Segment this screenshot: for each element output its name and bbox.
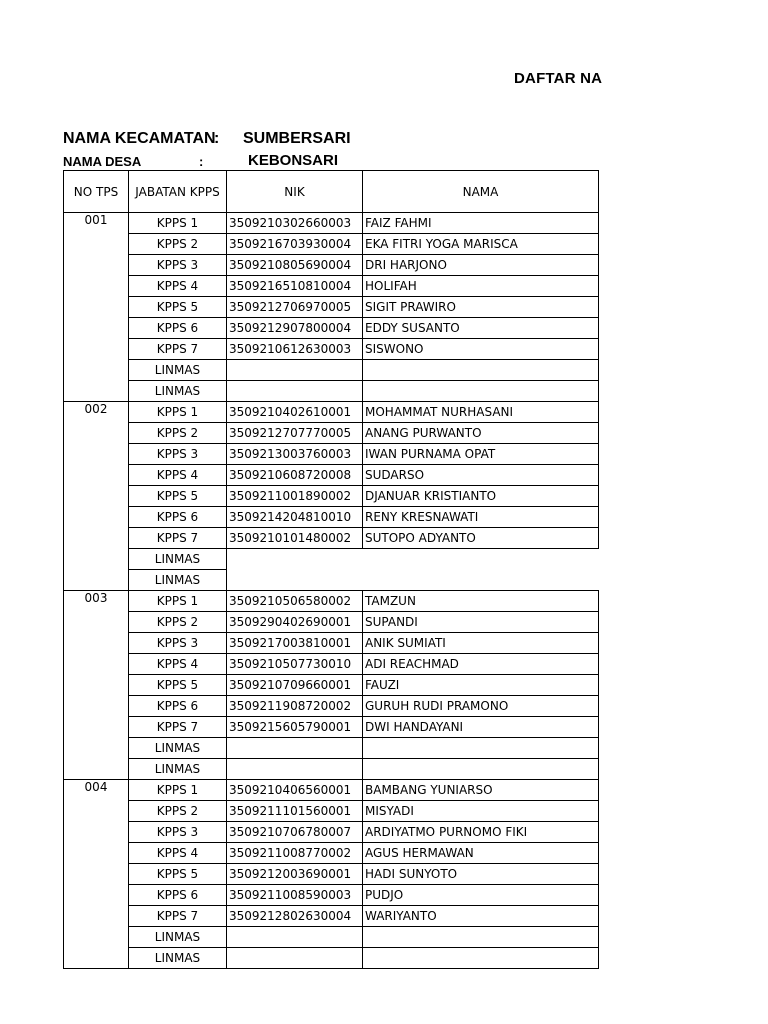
nama-cell: SISWONO [363,339,599,360]
tps-empty-cell [64,906,129,927]
nik-cell: 3509215605790001 [227,717,363,738]
nik-cell: 3509216510810004 [227,276,363,297]
nama-cell: EKA FITRI YOGA MARISCA [363,234,599,255]
table-row [64,381,599,402]
table-row [64,465,599,486]
jabatan-cell: KPPS 4 [129,465,227,486]
jabatan-cell: KPPS 2 [129,423,227,444]
tps-empty-cell [64,759,129,780]
nik-cell: 3509211008590003 [227,885,363,906]
table-row [64,402,599,423]
kecamatan-colon: : [214,130,220,147]
table-row [64,549,599,570]
tps-number-cell: 002 [64,402,129,423]
table-row [64,717,599,738]
jabatan-cell: KPPS 7 [129,528,227,549]
tps-empty-cell [64,549,129,570]
nama-cell: RENY KRESNAWATI [363,507,599,528]
nik-cell [227,948,363,969]
nik-cell [227,570,363,591]
table-row [64,696,599,717]
jabatan-cell: KPPS 3 [129,255,227,276]
table-row [64,276,599,297]
table-row [64,843,599,864]
table-row [64,801,599,822]
table-row [64,360,599,381]
nama-cell: TAMZUN [363,591,599,612]
table-row [64,234,599,255]
nama-cell: EDDY SUSANTO [363,318,599,339]
nik-cell [227,759,363,780]
table-row [64,654,599,675]
nik-cell [227,549,363,570]
table-row [64,570,599,591]
jabatan-cell: LINMAS [129,948,227,969]
kecamatan-label: NAMA KECAMATAN [63,130,216,147]
nik-cell [227,927,363,948]
table-row [64,591,599,612]
jabatan-cell: KPPS 7 [129,906,227,927]
jabatan-cell: KPPS 6 [129,885,227,906]
tps-empty-cell [64,297,129,318]
table-row [64,255,599,276]
nama-cell [363,948,599,969]
nik-cell: 3509210402610001 [227,402,363,423]
nik-cell [227,738,363,759]
table-row [64,213,599,234]
tps-empty-cell [64,948,129,969]
jabatan-cell: KPPS 5 [129,675,227,696]
table-row [64,906,599,927]
jabatan-cell: KPPS 5 [129,864,227,885]
table-body [64,213,599,969]
table-row [64,444,599,465]
column-header-nik: NIK [227,171,363,213]
tps-empty-cell [64,696,129,717]
nama-cell: MOHAMMAT NURHASANI [363,402,599,423]
nama-cell: ARDIYATMO PURNOMO FIKI [363,822,599,843]
nama-cell: ANIK SUMIATI [363,633,599,654]
jabatan-cell: KPPS 1 [129,591,227,612]
nik-cell: 3509217003810001 [227,633,363,654]
jabatan-cell: KPPS 2 [129,234,227,255]
tps-empty-cell [64,675,129,696]
nama-cell [363,570,599,591]
nama-cell: ANANG PURWANTO [363,423,599,444]
jabatan-cell: LINMAS [129,759,227,780]
table-row [64,780,599,801]
nik-cell: 3509210608720008 [227,465,363,486]
desa-label: NAMA DESA [63,154,142,169]
nama-cell: SUPANDI [363,612,599,633]
jabatan-cell: KPPS 4 [129,843,227,864]
tps-empty-cell [64,927,129,948]
kecamatan-value: SUMBERSARI [243,130,351,147]
jabatan-cell: KPPS 7 [129,339,227,360]
tps-empty-cell [64,318,129,339]
table-row [64,633,599,654]
nik-cell [227,381,363,402]
nik-cell: 3509211908720002 [227,696,363,717]
nama-cell: SUTOPO ADYANTO [363,528,599,549]
table-row [64,759,599,780]
nik-cell: 3509212802630004 [227,906,363,927]
jabatan-cell: KPPS 3 [129,633,227,654]
jabatan-cell: KPPS 5 [129,297,227,318]
tps-empty-cell [64,423,129,444]
jabatan-cell: KPPS 1 [129,780,227,801]
nama-cell [363,738,599,759]
table-row [64,864,599,885]
table-row [64,738,599,759]
document-title: DAFTAR NA [514,70,603,87]
jabatan-cell: KPPS 1 [129,213,227,234]
nik-cell: 3509212706970005 [227,297,363,318]
nik-cell: 3509214204810010 [227,507,363,528]
jabatan-cell: LINMAS [129,549,227,570]
nama-cell: FAIZ FAHMI [363,213,599,234]
nama-cell: HOLIFAH [363,276,599,297]
nik-cell: 3509210709660001 [227,675,363,696]
tps-empty-cell [64,885,129,906]
nama-cell: IWAN PURNAMA OPAT [363,444,599,465]
tps-empty-cell [64,507,129,528]
nik-cell: 3509212707770005 [227,423,363,444]
jabatan-cell: LINMAS [129,360,227,381]
table-row [64,885,599,906]
tps-empty-cell [64,528,129,549]
nama-cell: SIGIT PRAWIRO [363,297,599,318]
jabatan-cell: KPPS 1 [129,402,227,423]
jabatan-cell: KPPS 6 [129,507,227,528]
desa-value: KEBONSARI [248,152,339,169]
tps-empty-cell [64,339,129,360]
table-row [64,297,599,318]
table-row [64,528,599,549]
column-header-nama: NAMA [363,171,599,213]
nama-cell: PUDJO [363,885,599,906]
nik-cell: 3509210101480002 [227,528,363,549]
jabatan-cell: KPPS 5 [129,486,227,507]
table-row [64,822,599,843]
nama-cell [363,549,599,570]
tps-number-cell: 004 [64,780,129,801]
nama-cell [363,360,599,381]
tps-empty-cell [64,465,129,486]
tps-empty-cell [64,381,129,402]
nama-cell [363,759,599,780]
nik-cell [227,360,363,381]
nama-cell [363,381,599,402]
tps-empty-cell [64,276,129,297]
nama-cell: DRI HARJONO [363,255,599,276]
nik-cell: 3509210706780007 [227,822,363,843]
nik-cell: 3509210805690004 [227,255,363,276]
tps-number-cell: 001 [64,213,129,234]
tps-empty-cell [64,864,129,885]
nik-cell: 3509210507730010 [227,654,363,675]
tps-empty-cell [64,570,129,591]
column-header-jabatan: JABATAN KPPS [129,171,227,213]
nama-cell: DWI HANDAYANI [363,717,599,738]
nama-cell: FAUZI [363,675,599,696]
nik-cell: 3509211101560001 [227,801,363,822]
nama-cell: HADI SUNYOTO [363,864,599,885]
jabatan-cell: KPPS 2 [129,612,227,633]
nik-cell: 3509212003690001 [227,864,363,885]
tps-empty-cell [64,654,129,675]
jabatan-cell: KPPS 4 [129,276,227,297]
jabatan-cell: LINMAS [129,738,227,759]
tps-empty-cell [64,822,129,843]
tps-empty-cell [64,234,129,255]
table-row [64,675,599,696]
tps-empty-cell [64,255,129,276]
kpps-roster-table [63,170,599,969]
tps-empty-cell [64,486,129,507]
nik-cell: 3509210302660003 [227,213,363,234]
nama-cell: BAMBANG YUNIARSO [363,780,599,801]
jabatan-cell: LINMAS [129,570,227,591]
tps-empty-cell [64,633,129,654]
nik-cell: 3509210406560001 [227,780,363,801]
nik-cell: 3509210612630003 [227,339,363,360]
table-row [64,927,599,948]
nama-cell: MISYADI [363,801,599,822]
jabatan-cell: LINMAS [129,381,227,402]
nik-cell: 3509216703930004 [227,234,363,255]
nik-cell: 3509211008770002 [227,843,363,864]
nama-cell: AGUS HERMAWAN [363,843,599,864]
table-row [64,318,599,339]
jabatan-cell: KPPS 3 [129,444,227,465]
nama-cell: SUDARSO [363,465,599,486]
nama-cell: DJANUAR KRISTIANTO [363,486,599,507]
tps-empty-cell [64,444,129,465]
nama-cell [363,927,599,948]
tps-empty-cell [64,360,129,381]
table-header-row [64,171,599,213]
jabatan-cell: KPPS 2 [129,801,227,822]
nik-cell: 3509290402690001 [227,612,363,633]
tps-number-cell: 003 [64,591,129,612]
nik-cell: 3509212907800004 [227,318,363,339]
table-row [64,339,599,360]
tps-empty-cell [64,738,129,759]
desa-colon: : [199,154,204,169]
nama-cell: ADI REACHMAD [363,654,599,675]
jabatan-cell: LINMAS [129,927,227,948]
tps-empty-cell [64,801,129,822]
nik-cell: 3509211001890002 [227,486,363,507]
tps-empty-cell [64,843,129,864]
jabatan-cell: KPPS 6 [129,696,227,717]
jabatan-cell: KPPS 4 [129,654,227,675]
tps-empty-cell [64,717,129,738]
jabatan-cell: KPPS 7 [129,717,227,738]
tps-empty-cell [64,612,129,633]
nik-cell: 3509210506580002 [227,591,363,612]
nama-cell: GURUH RUDI PRAMONO [363,696,599,717]
table-row [64,507,599,528]
table-row [64,612,599,633]
jabatan-cell: KPPS 6 [129,318,227,339]
table-row [64,423,599,444]
jabatan-cell: KPPS 3 [129,822,227,843]
table-row [64,486,599,507]
nik-cell: 3509213003760003 [227,444,363,465]
table-row [64,948,599,969]
column-header-no-tps: NO TPS [64,171,129,213]
nama-cell: WARIYANTO [363,906,599,927]
